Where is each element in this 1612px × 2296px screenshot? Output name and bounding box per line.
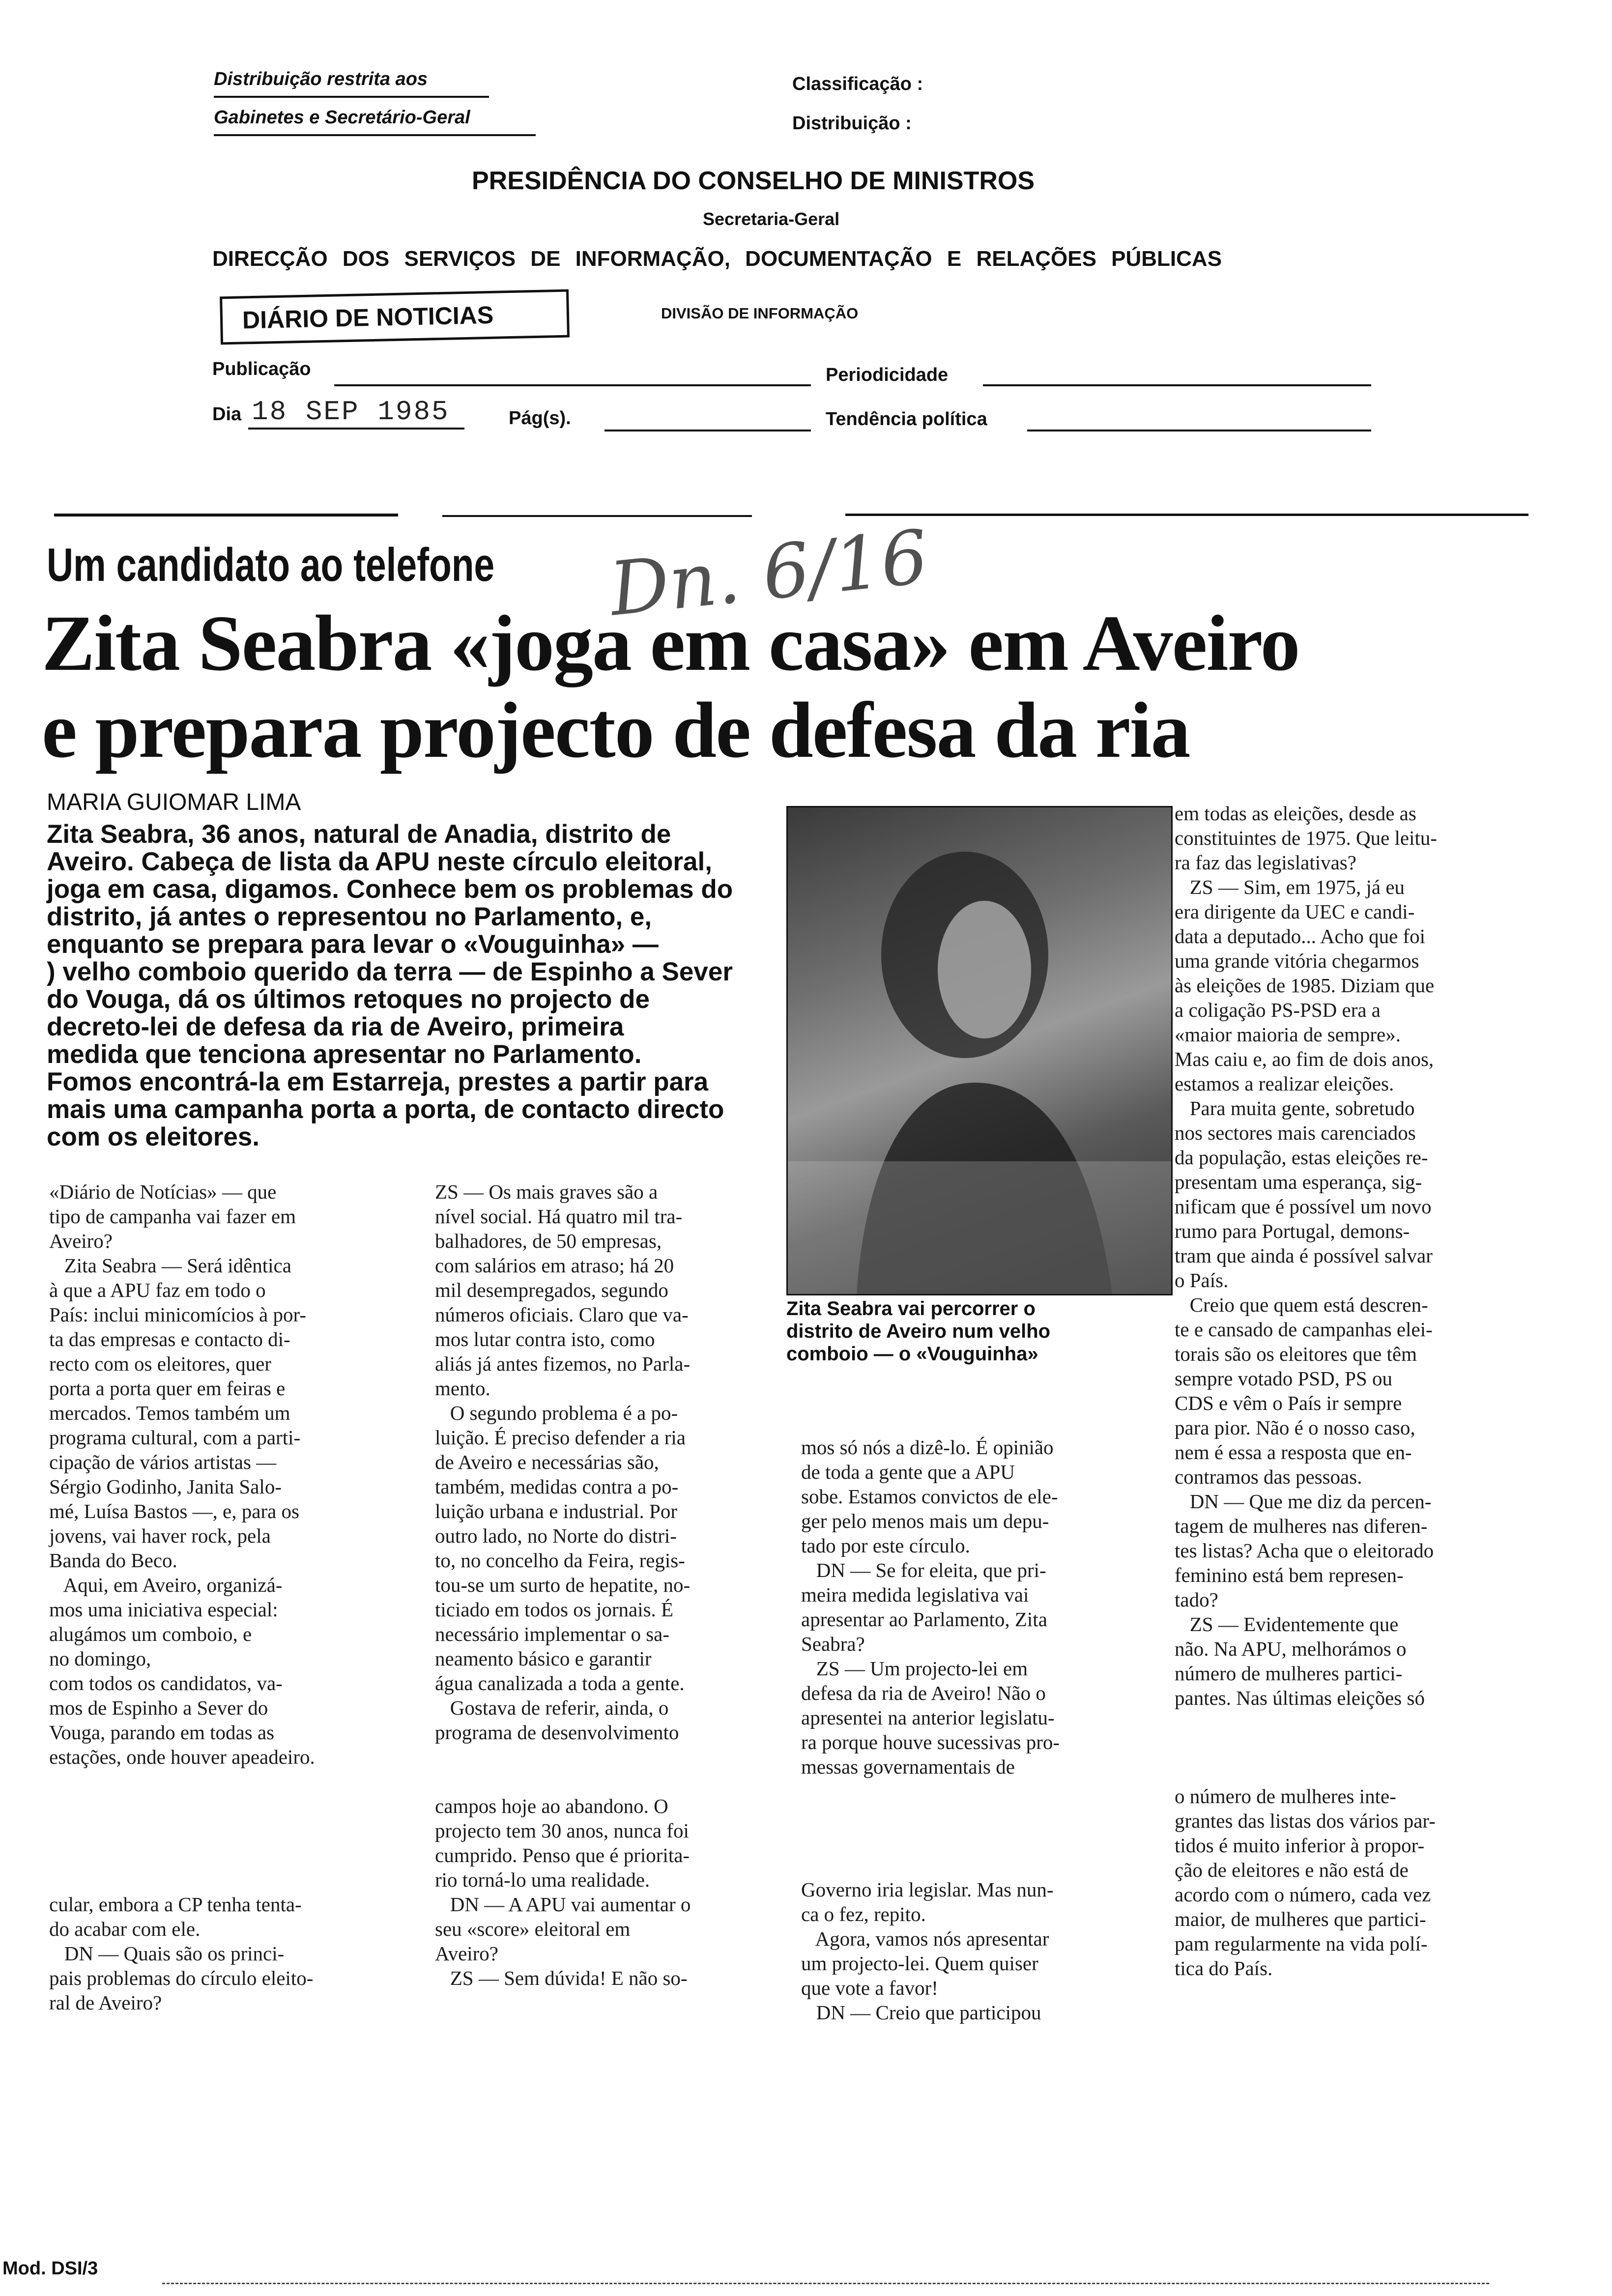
division-label: DIVISÃO DE INFORMAÇÃO [661,305,859,322]
lead-paragraph: Zita Seabra, 36 anos, natural de Anadia, distrito de Aveiro. Cabeça de lista da APU neste círculo eleitoral, joga em casa, digamos. Conhece bem os problemas do distrito, já antes o representou no Parlamento, e, enquanto se prepara para levar o «Vouguinha» — ) velho comboio querido da terra — de Espinho a Sever do Vouga, dá os últimos retoques no projecto de decreto-lei de defesa da ria de Aveiro, primeira medida que tenciona apresentar no Parlamento. Fomos encontrá-la em Estarreja, prestes a partir para mais uma campanha porta a porta, de contacto directo com os eleitores. [47,820,733,1151]
article-column-3: mos só nós a dizê-lo. É opinião de toda a gente que a APU sobe. Estamos convictos de ele- ger pelo menos mais um depu- tado por este círculo. DN — Se for eleita, que pri- meira medida legislativa vai apresentar ao Parlamento, Zita Seabra? ZS — Um projecto-lei em defesa da ria de Aveiro! Não o apresentei na anterior legislatu- ra porque houve sucessivas pro- messas governamentais de Governo iria legislar. Mas nun- ca o fez, repito. Agora, vamos nós apresentar um projecto-lei. Quem quiser que vote a favor! DN — Creio que participou [801,1436,1060,2024]
handwritten-annotation: Dn. 6/16 [605,514,932,633]
newspaper-stamp-text: DIÁRIO DE NOTICIAS [242,301,494,334]
pages-field[interactable] [604,430,811,431]
article-column-1: «Diário de Notícias» — que tipo de campanha vai fazer em Aveiro? Zita Seabra — Será idêntica à que a APU faz em todo o País: inclui minicomícios à por- ta das empresas e contacto di- recto com os eleitores, quer porta a porta quer em feiras e mercados. Temos também um programa cultural, com a parti- cipação de vários artistas — Sérgio Godinho, Janita Salo- mé, Luísa Bastos —, e, para os jovens, vai haver rock, pela Banda do Beco. Aqui, em Aveiro, organizá- mos uma iniciativa especial: alugámos um comboio, e no domingo, com todos os candidatos, va- mos de Espinho a Sever do Vouga, parando em todas as estações, onde houver apeadeiro. cular, embora a CP tenha tenta- do acabar com ele. DN — Quais são os princi- pais problemas do círculo eleito- ral de Aveiro? [49,1180,315,2014]
headline-line-2: e prepara projecto de defesa da ria [42,687,1190,775]
restricted-underline-1 [214,96,489,98]
footer-rule [162,2283,1489,2284]
org-title: PRESIDÊNCIA DO CONSELHO DE MINISTROS [472,167,1035,195]
date-field[interactable] [248,428,464,430]
byline: MARIA GUIOMAR LIMA [47,789,301,815]
publication-field[interactable] [334,384,811,386]
directorate: DIRECÇÃO DOS SERVIÇOS DE INFORMAÇÃO, DOCUMENTAÇÃO E RELAÇÕES PÚBLICAS [212,247,1222,271]
article-column-4: em todas as eleições, desde as constituintes de 1975. Que leitu- ra faz das legislativas? ZS — Sim, em 1975, já eu era dirigente da UEC e candi- data a deputado... Acho que foi uma grande vitória chegarmos às eleições de 1985. Diziam que a coligação PS-PSD era a «maior maioria de sempre». Mas caiu e, ao fim de dois anos, estamos a realizar eleições. Para muita gente, sobretudo nos sectores mais carenciados da população, estas eleições re- presentam uma esperança, sig- nificam que é possível um novo rumo para Portugal, demons- tram que ainda é possível salvar o País. Creio que quem está descren- te e cansado de campanhas elei- torais são os eleitores que têm sempre votado PSD, PS ou CDS e vêm o País ir sempre para pior. Não é o nosso caso, nem é essa a resposta que en- contramos das pessoas. DN — Que me diz da percen- tagem de mulheres nas diferen- tes listas? Acha que o eleitorado feminino está bem represen- tado? ZS — Evidentemente que não. Na APU, melhorámos o número de mulheres partici- pantes. Nas últimas eleições só o número de mulheres inte- grantes das listas dos vários par- tidos é muito inferior à propor- ção de eleitores e não está de acordo com o número, cada vez maior, de mulheres que partici- pam regularmente na vida polí- tica do País. [1175,802,1438,1980]
restricted-underline-2 [214,134,536,136]
separator-rule-right [845,514,1528,516]
candidate-photo [786,806,1173,1295]
separator-rule-left [54,514,398,517]
political-tendency-field[interactable] [1027,430,1371,431]
date-stamp: 18 SEP 1985 [252,396,450,428]
candidate-photo-silhouette [788,807,1171,1294]
photo-caption: Zita Seabra vai percorrer o distrito de Aveiro num velho comboio — o «Vouguinha» [786,1298,1051,1365]
periodicity-label: Periodicidade [826,365,949,385]
political-tendency-label: Tendência política [826,409,987,430]
day-label: Dia [212,404,242,425]
periodicity-field[interactable] [983,384,1371,386]
restricted-distribution-line1: Distribuição restrita aos [214,69,428,89]
distribution-label: Distribuição : [792,113,912,134]
secretariat: Secretaria-Geral [703,209,840,229]
form-code: Mod. DSI/3 [2,2258,98,2279]
newspaper-stamp [220,289,570,345]
publication-label: Publicação [212,359,311,379]
pages-label: Pág(s). [509,408,571,429]
separator-rule-mid [442,515,752,517]
restricted-distribution-line2: Gabinetes e Secretário-Geral [214,107,470,128]
classification-label: Classificação : [792,74,923,94]
headline-line-1: Zita Seabra «joga em casa» em Aveiro [42,600,1299,688]
kicker: Um candidato ao telefone [47,539,495,591]
article-column-2: ZS — Os mais graves são a nível social. Há quatro mil tra- balhadores, de 50 empresas, com salários em atraso; há 20 mil desempregados, segundo números oficiais. Claro que va- mos lutar contra isto, como aliás já antes fizemos, no Parla- mento. O segundo problema é a po- luição. É preciso defender a ria de Aveiro e necessárias são, também, medidas contra a po- luição urbana e industrial. Por outro lado, no Norte do distri- to, no concelho da Feira, regis- tou-se um surto de hepatite, no- ticiado em todos os jornais. É necessário implementar o sa- neamento básico e garantir água canalizada a toda a gente. Gostava de referir, ainda, o programa de desenvolvimento campos hoje ao abandono. O projecto tem 30 anos, nunca foi cumprido. Penso que é priorita- rio torná-lo uma realidade. DN — A APU vai aumentar o seu «score» eleitoral em Aveiro? ZS — Sem dúvida! E não so- [435,1180,691,1989]
